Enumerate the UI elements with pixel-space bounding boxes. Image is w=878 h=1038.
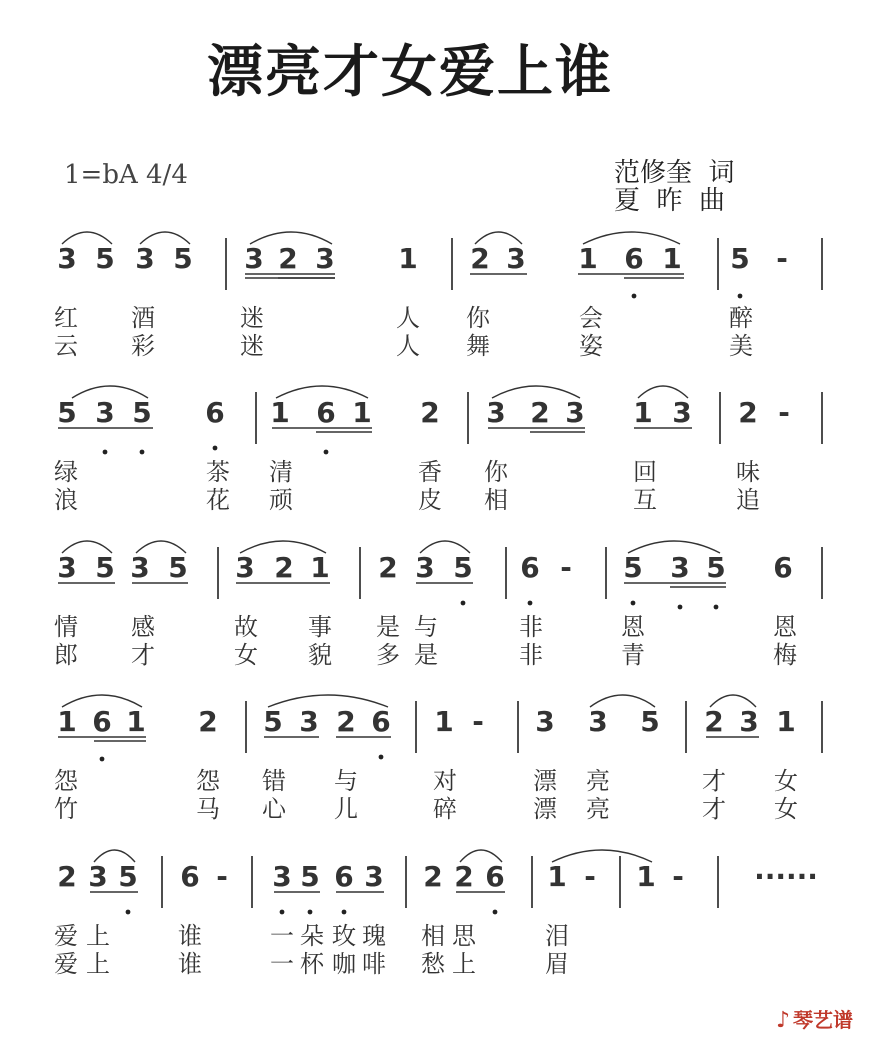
score-system	[54, 547, 822, 669]
lyric-char: 故	[234, 613, 258, 641]
jianpu-note: 2	[738, 396, 758, 429]
lyric-char: 皮	[418, 486, 442, 514]
lyric-char: 迷	[240, 332, 264, 360]
jianpu-note: 6	[520, 551, 540, 584]
jianpu-note: 1	[57, 705, 77, 738]
jianpu-note: 5	[57, 396, 77, 429]
octave-dot	[103, 450, 108, 455]
lyric-char: 醉	[729, 304, 753, 332]
lyric-char: 花	[206, 486, 230, 514]
jianpu-note: 2	[704, 705, 724, 738]
score-system	[54, 701, 822, 823]
slur-arc	[268, 695, 388, 707]
jianpu-note: 3	[235, 551, 255, 584]
lyric-char: 碎	[433, 795, 457, 823]
lyric-char: 姿	[579, 332, 603, 360]
lyric-char: 儿	[334, 795, 358, 823]
jianpu-note: 2	[57, 860, 77, 893]
jianpu-note: 5	[300, 860, 320, 893]
lyric-char: 感	[131, 613, 155, 641]
octave-dot	[100, 757, 105, 762]
jianpu-note: 1	[270, 396, 290, 429]
lyric-char: 愁	[421, 950, 445, 978]
jianpu-note: 5	[168, 551, 188, 584]
lyric-char: 人	[396, 304, 420, 332]
jianpu-note: 6	[773, 551, 793, 584]
jianpu-note: 5	[453, 551, 473, 584]
jianpu-note: 6	[180, 860, 200, 893]
lyric-char: 红	[54, 304, 78, 332]
lyric-char: 是	[376, 613, 400, 641]
jianpu-note: 6	[205, 396, 225, 429]
jianpu-note: 6	[485, 860, 505, 893]
lyric-char: 才	[131, 641, 155, 669]
dash-hold: -	[584, 860, 596, 893]
dash-hold: -	[472, 705, 484, 738]
jianpu-note: 1	[636, 860, 656, 893]
jianpu-note: 5	[730, 242, 750, 275]
score-system	[54, 856, 818, 978]
lyric-char: 香	[418, 458, 442, 486]
lyric-char: 梅	[773, 641, 797, 669]
jianpu-note: 1	[662, 242, 682, 275]
composer-credit: 夏 昨 曲	[614, 186, 726, 216]
jianpu-note: 3	[88, 860, 108, 893]
lyric-char: 你	[484, 458, 508, 486]
octave-dot	[280, 910, 285, 915]
jianpu-note: 1	[310, 551, 330, 584]
dash-hold: -	[778, 396, 790, 429]
jianpu-note: 1	[126, 705, 146, 738]
lyric-char: 清	[269, 458, 293, 486]
score-system	[54, 238, 822, 360]
jianpu-note: 1	[434, 705, 454, 738]
jianpu-note: 1	[776, 705, 796, 738]
jianpu-note: 3	[135, 242, 155, 275]
lyric-char: 恩	[773, 613, 797, 641]
jianpu-note: 3	[415, 551, 435, 584]
lyric-char: 云	[54, 332, 78, 360]
lyric-char: 顽	[269, 486, 293, 514]
lyric-char: 谁	[178, 950, 202, 978]
lyric-char: 一	[270, 922, 294, 950]
dash-hold: -	[776, 242, 788, 275]
jianpu-note: 6	[334, 860, 354, 893]
jianpu-note: 3	[95, 396, 115, 429]
jianpu-note: 2	[470, 242, 490, 275]
lyric-char: 与	[334, 767, 358, 795]
lyric-char: 怨	[196, 767, 220, 795]
lyric-char: 浪	[54, 486, 78, 514]
lyric-char: 茶	[206, 458, 230, 486]
lyric-char: 思	[452, 922, 476, 950]
lyric-char: 怨	[54, 767, 78, 795]
lyric-char: 上	[86, 922, 110, 950]
lyric-char: 舞	[466, 332, 490, 360]
lyric-char: 青	[621, 641, 645, 669]
lyric-char: 女	[774, 795, 798, 823]
jianpu-note: 3	[130, 551, 150, 584]
lyric-char: 咖	[332, 950, 356, 978]
jianpu-note: 5	[132, 396, 152, 429]
logo-icon: ♪	[776, 1008, 791, 1033]
lyric-char: 相	[421, 922, 445, 950]
jianpu-note: 3	[299, 705, 319, 738]
jianpu-note: 3	[272, 860, 292, 893]
lyric-char: 会	[579, 304, 603, 332]
jianpu-note: ······	[754, 860, 818, 893]
lyric-char: 多	[376, 641, 400, 669]
lyric-char: 追	[736, 486, 760, 514]
octave-dot	[631, 601, 636, 606]
jianpu-note: 6	[92, 705, 112, 738]
jianpu-note: 3	[672, 396, 692, 429]
jianpu-note: 3	[57, 242, 77, 275]
lyric-char: 非	[519, 641, 543, 669]
lyric-char: 上	[452, 950, 476, 978]
lyric-char: 马	[196, 795, 220, 823]
jianpu-note: 6	[316, 396, 336, 429]
lyric-char: 事	[308, 613, 332, 641]
jianpu-note: 6	[624, 242, 644, 275]
watermark-text: 琴艺谱	[793, 1008, 854, 1032]
jianpu-note: 3	[57, 551, 77, 584]
lyric-char: 回	[633, 458, 657, 486]
lyric-char: 亮	[586, 795, 610, 823]
lyric-char: 瑰	[362, 922, 386, 950]
lyric-char: 相	[484, 486, 508, 514]
song-title: 漂亮才女爱上谁	[207, 40, 613, 105]
lyric-char: 你	[466, 304, 490, 332]
lyric-char: 恩	[621, 613, 645, 641]
lyric-char: 爱	[54, 922, 78, 950]
lyric-char: 亮	[586, 767, 610, 795]
jianpu-note: 2	[454, 860, 474, 893]
lyric-char: 泪	[545, 922, 569, 950]
lyric-char: 竹	[54, 795, 78, 823]
lyric-char: 女	[234, 641, 258, 669]
lyric-char: 是	[414, 641, 438, 669]
jianpu-note: 5	[706, 551, 726, 584]
jianpu-note: 6	[371, 705, 391, 738]
lyric-char: 漂	[533, 767, 557, 795]
jianpu-note: 2	[423, 860, 443, 893]
jianpu-note: 5	[118, 860, 138, 893]
watermark-logo	[776, 1004, 853, 1033]
jianpu-note: 5	[95, 551, 115, 584]
lyric-char: 谁	[178, 922, 202, 950]
lyric-char: 互	[633, 486, 657, 514]
lyricist-credit: 范修奎 词	[614, 158, 735, 188]
lyric-char: 酒	[131, 304, 155, 332]
jianpu-note: 5	[623, 551, 643, 584]
lyric-char: 一	[270, 950, 294, 978]
octave-dot	[493, 910, 498, 915]
lyric-char: 啡	[362, 950, 386, 978]
octave-dot	[379, 755, 384, 760]
lyric-char: 爱	[54, 950, 78, 978]
lyric-char: 迷	[240, 304, 264, 332]
lyric-char: 杯	[300, 950, 324, 978]
jianpu-note: 2	[336, 705, 356, 738]
jianpu-note: 1	[547, 860, 567, 893]
jianpu-note: 3	[486, 396, 506, 429]
jianpu-note: 3	[565, 396, 585, 429]
octave-dot	[528, 601, 533, 606]
lyric-char: 绿	[54, 458, 78, 486]
jianpu-note: 5	[263, 705, 283, 738]
dash-hold: -	[560, 551, 572, 584]
octave-dot	[714, 605, 719, 610]
score-system	[54, 392, 822, 514]
jianpu-note: 5	[173, 242, 193, 275]
lyric-char: 美	[729, 332, 753, 360]
jianpu-note: 3	[739, 705, 759, 738]
lyric-char: 朵	[300, 922, 324, 950]
lyric-char: 女	[774, 767, 798, 795]
lyric-char: 才	[702, 795, 726, 823]
lyric-char: 心	[262, 795, 286, 823]
octave-dot	[140, 450, 145, 455]
lyric-char: 味	[736, 458, 760, 486]
jianpu-note: 1	[578, 242, 598, 275]
jianpu-note: 1	[352, 396, 372, 429]
lyric-char: 与	[414, 613, 438, 641]
octave-dot	[678, 605, 683, 610]
octave-dot	[213, 446, 218, 451]
jianpu-note: 2	[530, 396, 550, 429]
jianpu-note: 1	[633, 396, 653, 429]
jianpu-note: 3	[588, 705, 608, 738]
lyric-char: 彩	[131, 332, 155, 360]
dash-hold: -	[216, 860, 228, 893]
octave-dot	[632, 294, 637, 299]
dash-hold: -	[672, 860, 684, 893]
octave-dot	[342, 910, 347, 915]
octave-dot	[461, 601, 466, 606]
key-signature: 1=bA 4/4	[64, 160, 188, 190]
jianpu-note: 1	[398, 242, 418, 275]
jianpu-note: 2	[378, 551, 398, 584]
octave-dot	[308, 910, 313, 915]
lyric-char: 对	[433, 767, 457, 795]
lyric-char: 眉	[545, 950, 569, 978]
jianpu-note: 3	[506, 242, 526, 275]
lyric-char: 漂	[533, 795, 557, 823]
jianpu-note: 3	[364, 860, 384, 893]
jianpu-note: 3	[670, 551, 690, 584]
jianpu-note: 2	[198, 705, 218, 738]
jianpu-note: 2	[420, 396, 440, 429]
lyric-char: 上	[86, 950, 110, 978]
jianpu-note: 5	[640, 705, 660, 738]
lyric-char: 郎	[54, 641, 78, 669]
octave-dot	[738, 294, 743, 299]
lyric-char: 才	[702, 767, 726, 795]
octave-dot	[126, 910, 131, 915]
jianpu-note: 3	[244, 242, 264, 275]
jianpu-note: 3	[535, 705, 555, 738]
jianpu-note: 5	[95, 242, 115, 275]
lyric-char: 人	[396, 332, 420, 360]
jianpu-note: 3	[315, 242, 335, 275]
octave-dot	[324, 450, 329, 455]
lyric-char: 情	[54, 613, 78, 641]
jianpu-note: 2	[274, 551, 294, 584]
jianpu-note: 2	[278, 242, 298, 275]
lyric-char: 貌	[308, 641, 332, 669]
lyric-char: 玫	[332, 922, 356, 950]
lyric-char: 非	[519, 613, 543, 641]
lyric-char: 错	[262, 767, 286, 795]
